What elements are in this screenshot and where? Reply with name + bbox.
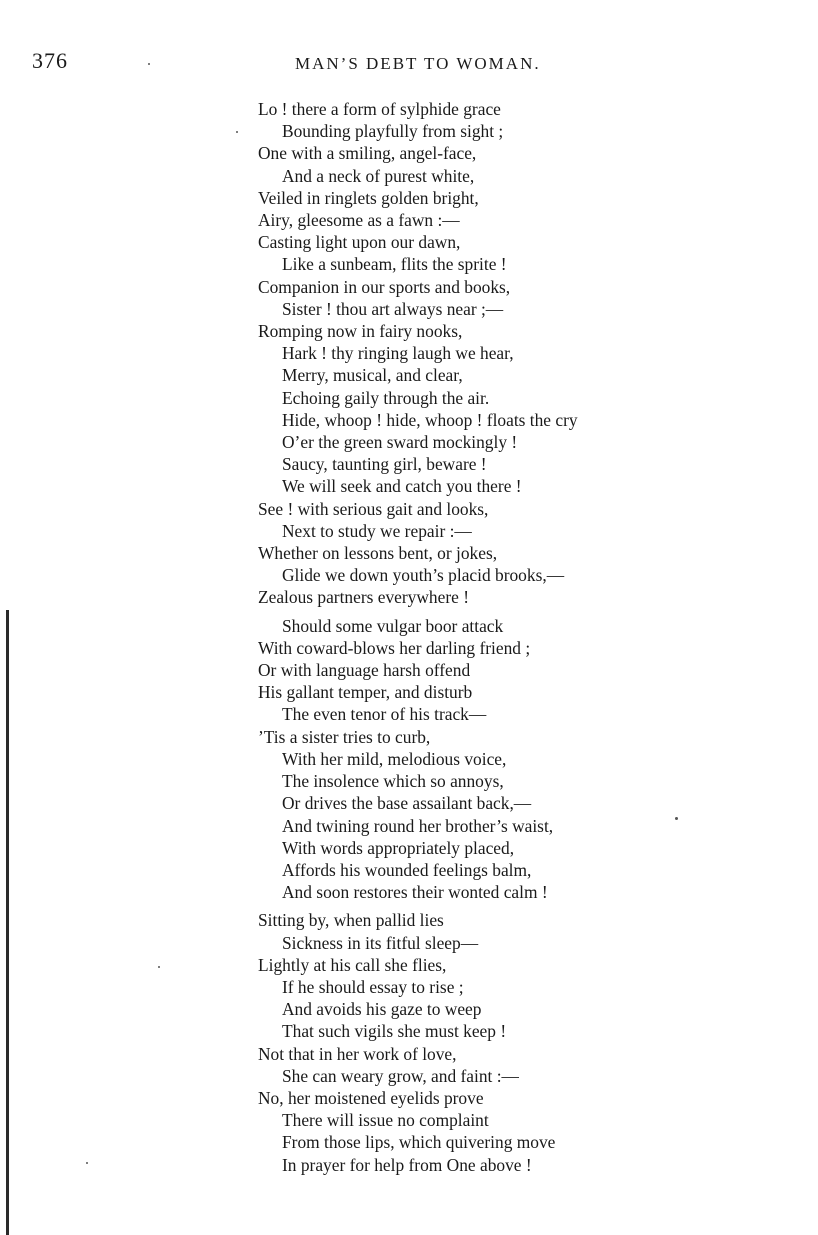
stanza	[0, 615, 818, 904]
poem-line: Merry, musical, and clear,	[282, 365, 463, 386]
poem-line: The insolence which so annoys,	[282, 771, 504, 792]
poem-line: One with a smiling, angel-face,	[258, 143, 477, 164]
poem-line: Echoing gaily through the air.	[282, 387, 490, 408]
print-speck	[236, 131, 238, 133]
poem-line: And soon restores their wonted calm !	[282, 882, 548, 903]
stanza	[0, 98, 818, 609]
poem-line: We will seek and catch you there !	[282, 476, 522, 497]
poem-line: Should some vulgar boor attack	[282, 615, 504, 636]
poem-line: Saucy, taunting girl, beware !	[282, 454, 487, 475]
stanza	[0, 909, 818, 1175]
poem-line: Like a sunbeam, flits the sprite !	[282, 254, 507, 275]
poem-line: Sitting by, when pallid lies	[258, 910, 444, 931]
poem-line: O’er the green sward mockingly !	[282, 432, 518, 453]
poem-line: Bounding playfully from sight ;	[282, 121, 504, 142]
poem-line: Sickness in its fitful sleep—	[282, 932, 479, 953]
running-head: MAN’S DEBT TO WOMAN.	[295, 54, 541, 73]
poem-line: Romping now in fairy nooks,	[258, 321, 463, 342]
print-speck	[86, 1162, 88, 1164]
poem-line: Sister ! thou art always near ;—	[282, 298, 504, 319]
poem-line: The even tenor of his track—	[282, 704, 487, 725]
poem-line: See ! with serious gait and looks,	[258, 498, 489, 519]
poem-line: Veiled in ringlets golden bright,	[258, 187, 479, 208]
poem-line: Airy, gleesome as a fawn :—	[258, 210, 460, 231]
poem-line: Glide we down youth’s placid brooks,—	[282, 565, 565, 586]
poem-line: That such vigils she must keep !	[282, 1021, 507, 1042]
poem-line: Hark ! thy ringing laugh we hear,	[282, 343, 514, 364]
poem-line: With coward-blows her darling friend ;	[258, 637, 531, 658]
poem-line: With words appropriately placed,	[282, 837, 515, 858]
poem-line: Lo ! there a form of sylphide grace	[258, 99, 501, 119]
poem-line: She can weary grow, and faint :—	[282, 1065, 519, 1086]
poem-line: And a neck of purest white,	[282, 165, 475, 186]
print-speck	[158, 966, 160, 968]
poem-line: From those lips, which quivering move	[282, 1132, 556, 1153]
poem-line: And twining round her brother’s waist,	[282, 815, 554, 836]
poem-line: Next to study we repair :—	[282, 520, 472, 541]
poem-body	[0, 98, 818, 1176]
poem-line: Lightly at his call she flies,	[258, 954, 447, 975]
print-speck	[148, 63, 150, 65]
poem-line: ’Tis a sister tries to curb,	[258, 726, 431, 747]
poem-line: With her mild, melodious voice,	[282, 748, 507, 769]
poem-line: In prayer for help from One above !	[282, 1154, 532, 1175]
poem-line: Zealous partners everywhere !	[258, 587, 469, 608]
poem-line: And avoids his gaze to weep	[282, 999, 482, 1020]
print-speck	[675, 817, 678, 820]
poem-line: Casting light upon our dawn,	[258, 232, 461, 253]
margin-rule	[6, 610, 9, 1235]
poem-line: Not that in her work of love,	[258, 1043, 457, 1064]
poem-line: Or drives the base assailant back,—	[282, 793, 532, 814]
poem-line: Or with language harsh offend	[258, 660, 471, 681]
poem-line: His gallant temper, and disturb	[258, 682, 473, 703]
poem-line: Hide, whoop ! hide, whoop ! floats the cry	[282, 409, 578, 430]
poem-line: Whether on lessons bent, or jokes,	[258, 543, 498, 564]
page-number: 376	[32, 48, 68, 73]
poem-line: Companion in our sports and books,	[258, 276, 511, 297]
poem-line: Affords his wounded feelings balm,	[282, 859, 532, 880]
poem-line: If he should essay to rise ;	[282, 976, 464, 997]
poem-line: There will issue no complaint	[282, 1110, 489, 1131]
poem-line: No, her moistened eyelids prove	[258, 1087, 484, 1108]
